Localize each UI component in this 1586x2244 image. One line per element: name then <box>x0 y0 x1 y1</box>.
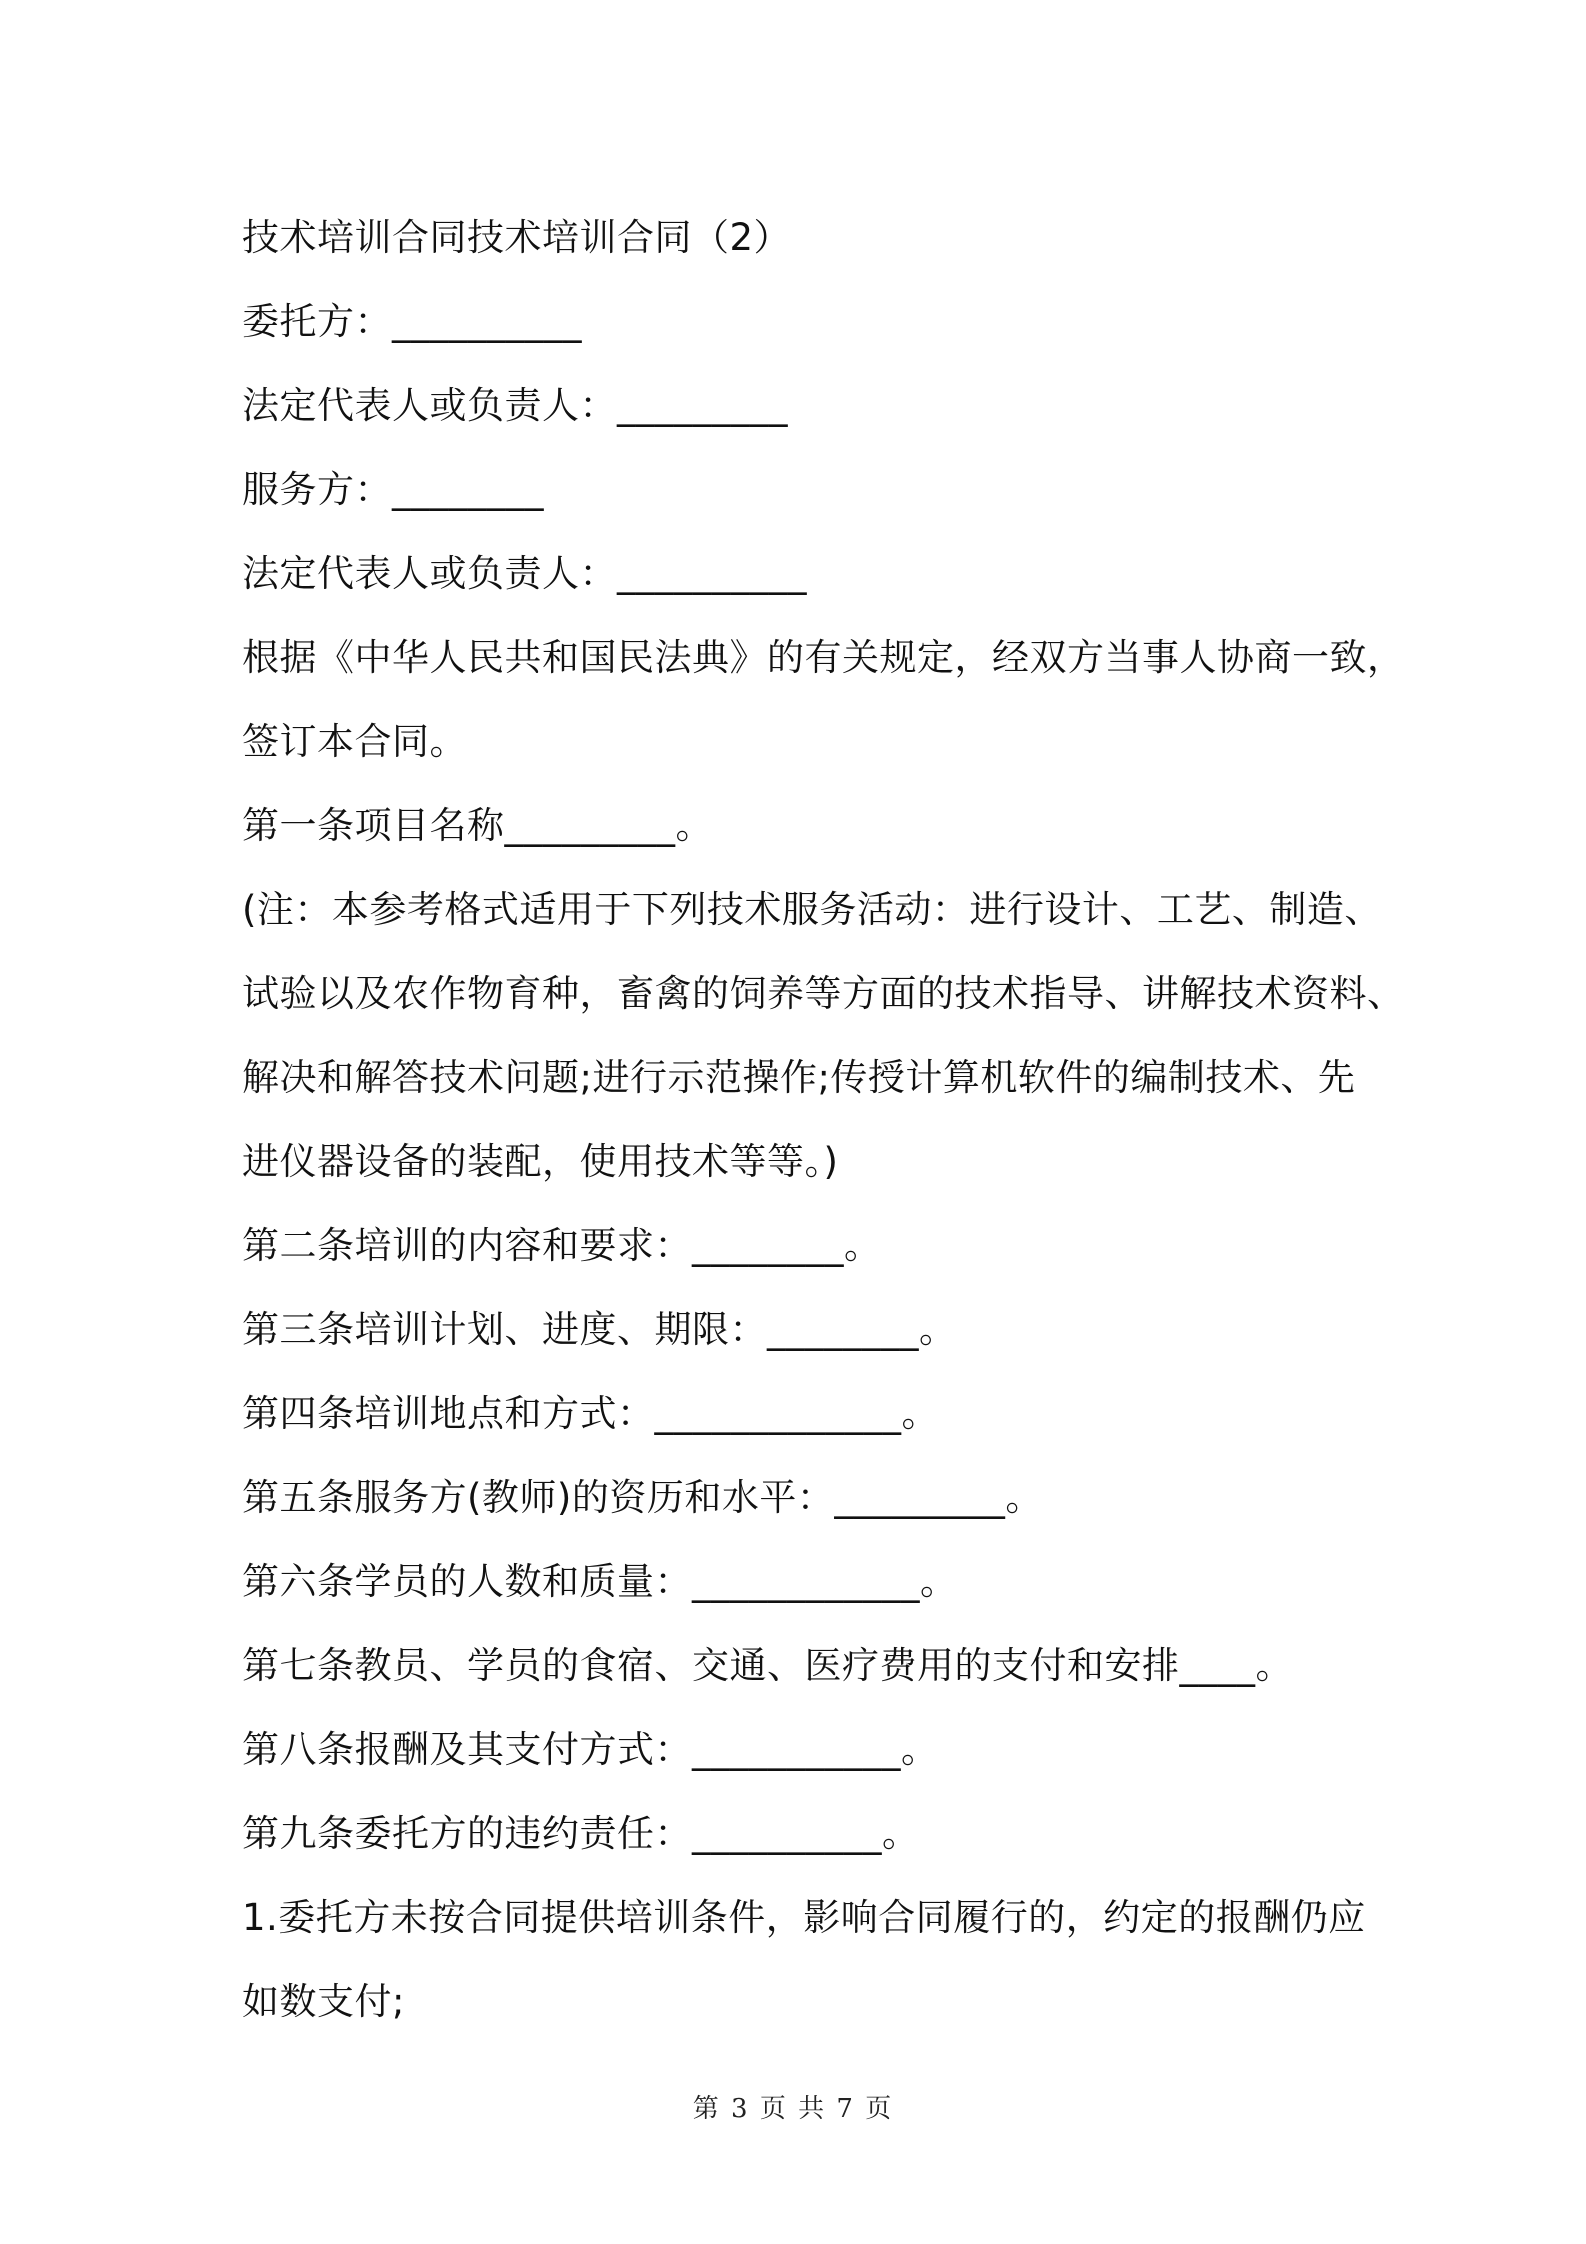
service-representative-line: 法定代表人或负责人：__________ <box>242 552 807 595</box>
preamble-line-1: 根据《中华人民共和国民法典》的有关规定，经双方当事人协商一致， <box>242 636 1405 679</box>
service-party-line: 服务方：________ <box>242 468 544 511</box>
note-line-1: (注：本参考格式适用于下列技术服务活动：进行设计、工艺、制造、 <box>242 888 1382 931</box>
page-number-footer: 第 3 页 共 7 页 <box>692 2094 894 2124</box>
document-body <box>242 196 1405 2044</box>
clause-1-line-1: 1.委托方未按合同提供培训条件，影响合同履行的，约定的报酬仍应 <box>242 1896 1366 1939</box>
note-line-4: 进仪器设备的装配，使用技术等等。) <box>242 1140 839 1183</box>
note-line-3: 解决和解答技术问题;进行示范操作;传授计算机软件的编制技术、先 <box>242 1056 1356 1099</box>
article-4-line: 第四条培训地点和方式：_____________。 <box>242 1392 939 1435</box>
document-title: 技术培训合同技术培训合同（2） <box>242 216 792 259</box>
client-representative-line: 法定代表人或负责人：_________ <box>242 384 788 427</box>
article-3-line: 第三条培训计划、进度、期限：________。 <box>242 1308 957 1351</box>
article-6-line: 第六条学员的人数和质量：____________。 <box>242 1560 958 1603</box>
article-1-line: 第一条项目名称_________。 <box>242 804 713 847</box>
article-8-line: 第八条报酬及其支付方式：___________。 <box>242 1728 939 1771</box>
client-party-line: 委托方：__________ <box>242 300 582 343</box>
clause-1-line-2: 如数支付; <box>242 1980 405 2023</box>
note-line-2: 试验以及农作物育种，畜禽的饲养等方面的技术指导、讲解技术资料、 <box>242 972 1405 1015</box>
preamble-line-2: 签订本合同。 <box>242 720 467 763</box>
article-7-line: 第七条教员、学员的食宿、交通、医疗费用的支付和安排____。 <box>242 1644 1293 1687</box>
article-5-line: 第五条服务方(教师)的资历和水平：_________。 <box>242 1476 1043 1519</box>
article-9-line: 第九条委托方的违约责任：__________。 <box>242 1812 920 1855</box>
article-2-line: 第二条培训的内容和要求：________。 <box>242 1224 882 1267</box>
